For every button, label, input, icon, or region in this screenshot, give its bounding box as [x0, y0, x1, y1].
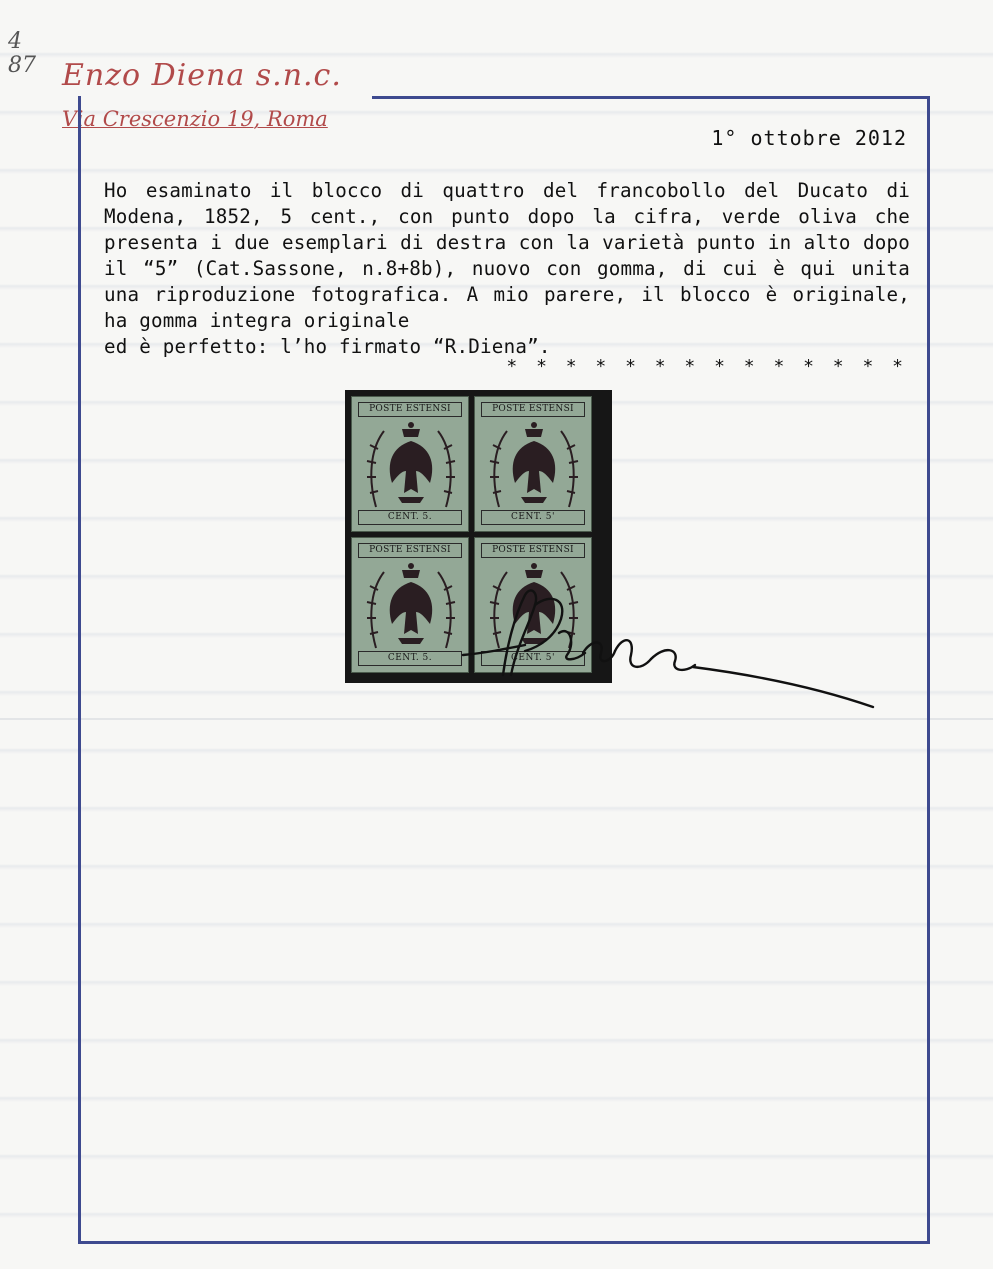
handwritten-signature — [455, 575, 885, 715]
company-address: Via Crescenzio 19, Roma — [62, 107, 328, 131]
company-name: Enzo Diena s.n.c. — [62, 58, 342, 93]
certificate-closing-line: ed è perfetto: l’ho firmato “R.Diena”. — [104, 335, 551, 358]
stamp-header: POSTE ESTENSI — [481, 543, 585, 558]
stamp-top-right — [474, 396, 592, 532]
eagle-emblem-icon — [485, 419, 583, 511]
eagle-emblem-icon — [362, 419, 460, 511]
stamp-value: CENT. 5. — [358, 651, 462, 666]
certificate-paragraph: Ho esaminato il blocco di quattro del francobollo del Ducato di Modena, 1852, 5 cent., con punto dopo la cifra, verde oliva che presenta i due esemplari di destra con la varietà punto in alto dopo il “5” (Cat.Sassone, n.8+8b), nuovo con gomma, di cui è qui unita una riproduzione fotografica. A mio parere, il blocco è originale, ha gomma integra originale — [104, 179, 910, 332]
handwritten-reference-note — [8, 30, 36, 78]
reference-line-2: 87 — [8, 53, 36, 78]
document-frame-top — [372, 96, 930, 99]
stamp-value: CENT. 5' — [481, 510, 585, 525]
reference-line-1: 4 — [8, 29, 22, 54]
stamp-top-left — [351, 396, 469, 532]
stamp-header: POSTE ESTENSI — [481, 402, 585, 417]
asterisk-line: * * * * * * * * * * * * * * — [506, 356, 907, 377]
stamp-header: POSTE ESTENSI — [358, 402, 462, 417]
certificate-body — [104, 178, 910, 360]
stamp-value: CENT. 5. — [358, 510, 462, 525]
certificate-date: 1° ottobre 2012 — [711, 126, 907, 150]
eagle-emblem-icon — [362, 560, 460, 652]
stamp-header: POSTE ESTENSI — [358, 543, 462, 558]
stamp-value: CENT. 5' — [481, 651, 585, 666]
stamp-bottom-left — [351, 537, 469, 673]
